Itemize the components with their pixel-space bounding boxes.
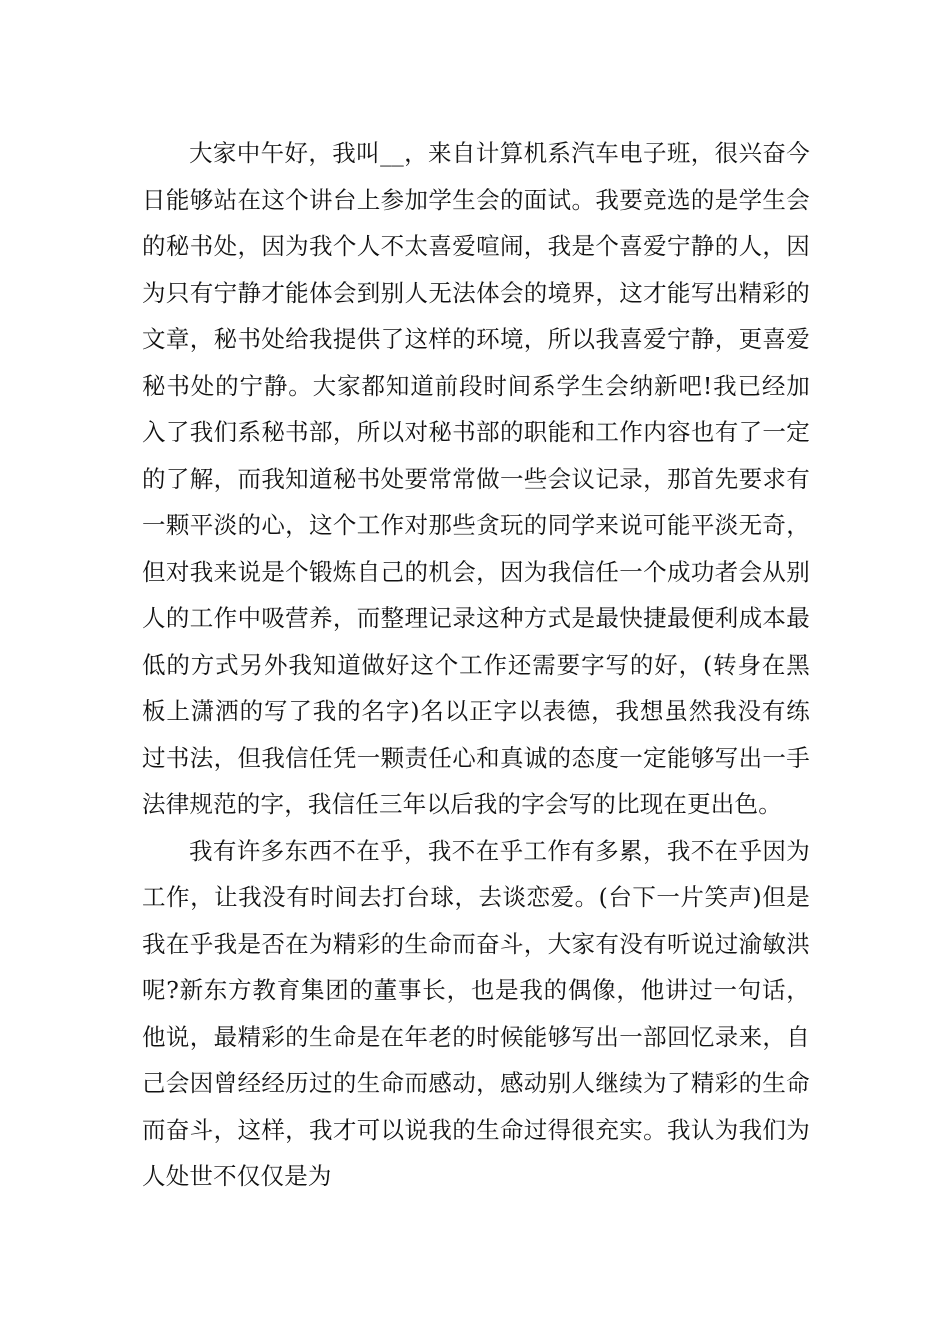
document-body bbox=[142, 130, 810, 1200]
paragraph-2: 我有许多东西不在乎，我不在乎工作有多累，我不在乎因为工作，让我没有时间去打台球，去谈恋爱。(台下一片笑声)但是我在乎我是否在为精彩的生命而奋斗，大家有没有听说过渝敏洪呢?新东方教育集团的董事长，也是我的偶像，他讲过一句话，他说，最精彩的生命是在年老的时候能够写出一部回忆录来，自己会因曾经经历过的生命而感动，感动别人继续为了精彩的生命而奋斗，这样，我才可以说我的生命过得很充实。我认为我们为人处世不仅仅是为 bbox=[142, 836, 810, 1190]
paragraph-1: 大家中午好，我叫__，来自计算机系汽车电子班，很兴奋今日能够站在这个讲台上参加学生会的面试。我要竞选的是学生会的秘书处，因为我个人不太喜爱喧闹，我是个喜爱宁静的人，因为只有宁静才能体会到别人无法体会的境界，这才能写出精彩的文章，秘书处给我提供了这样的环境，所以我喜爱宁静，更喜爱秘书处的宁静。大家都知道前段时间系学生会纳新吧!我已经加入了我们系秘书部，所以对秘书部的职能和工作内容也有了一定的了解，而我知道秘书处要常常做一些会议记录，那首先要求有一颗平淡的心，这个工作对那些贪玩的同学来说可能平淡无奇，但对我来说是个锻炼自己的机会，因为我信任一个成功者会从别人的工作中吸营养，而整理记录这种方式是最快捷最便利成本最低的方式另外我知道做好这个工作还需要字写的好，(转身在黑板上潇洒的写了我的名字)名以正字以表德，我想虽然我没有练过书法，但我信任凭一颗责任心和真诚的态度一定能够写出一手法律规范的字，我信任三年以后我的字会写的比现在更出色。 bbox=[142, 139, 810, 818]
